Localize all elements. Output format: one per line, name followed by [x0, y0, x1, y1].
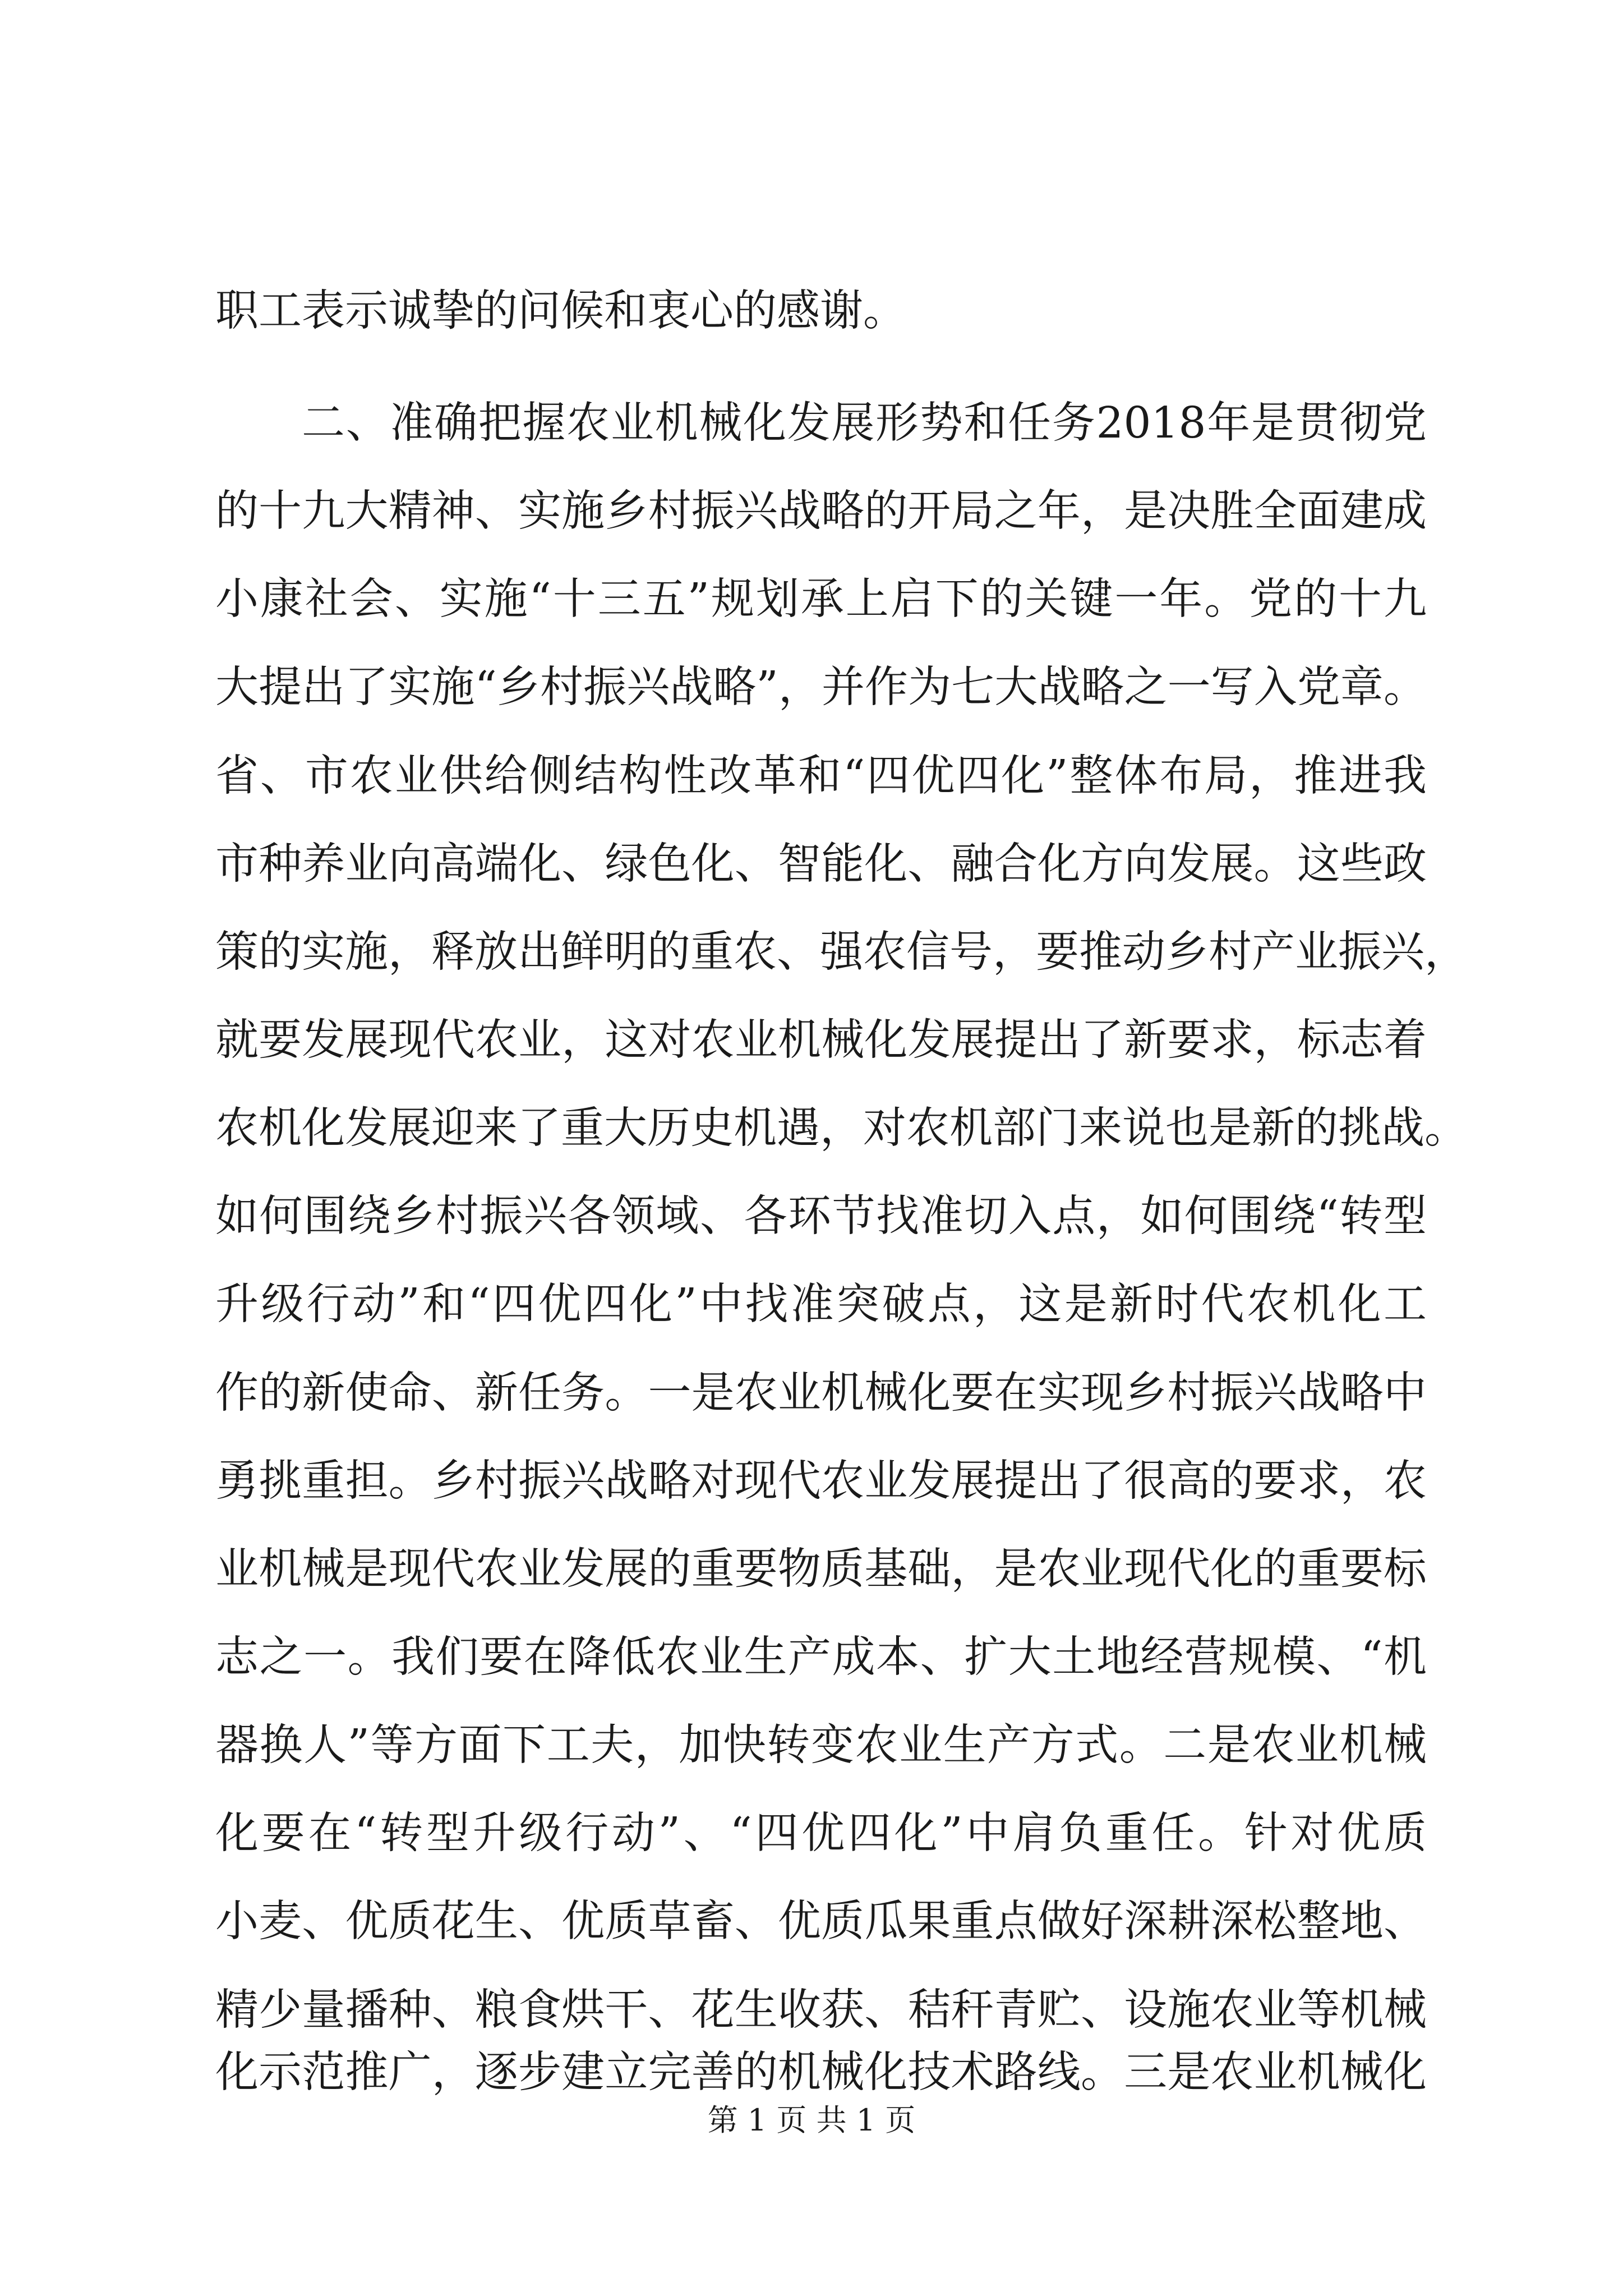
text-line: 小康社会、实施“十三五”规划承上启下的关键一年。党的十九 [215, 574, 1427, 624]
text-line: 作的新使命、新任务。一是农业机械化要在实现乡村振兴战略中 [215, 1368, 1427, 1418]
text-line: 业机械是现代农业发展的重要物质基础，是农业现代化的重要标 [215, 1544, 1427, 1594]
text-line: 小麦、优质花生、优质草畜、优质瓜果重点做好深耕深松整地、 [215, 1897, 1427, 1947]
text-line: 省、市农业供给侧结构性改革和“四优四化”整体布局，推进我 [215, 751, 1427, 801]
text-line: 市种养业向高端化、绿色化、智能化、融合化方向发展。这些政 [215, 839, 1427, 889]
text-line: 化示范推广，逐步建立完善的机械化技术路线。三是农业机械化 [215, 2047, 1427, 2097]
text-line: 器换人”等方面下工夫，加快转变农业生产方式。二是农业机械 [215, 1720, 1427, 1770]
text-line: 精少量播种、粮食烘干、花生收获、秸秆青贮、设施农业等机械 [215, 1985, 1427, 2035]
text-line: 如何围绕乡村振兴各领域、各环节找准切入点，如何围绕“转型 [215, 1191, 1427, 1241]
text-line: 勇挑重担。乡村振兴战略对现代农业发展提出了很高的要求，农 [215, 1456, 1427, 1506]
page-footer [0, 2098, 1623, 2143]
text-line: 升级行动”和“四优四化”中找准突破点，这是新时代农机化工 [215, 1280, 1427, 1329]
text-line: 志之一。我们要在降低农业生产成本、扩大土地经营规模、“机 [215, 1632, 1427, 1682]
text-line: 职工表示诚挚的问候和衷心的感谢。 [215, 286, 906, 336]
text-line: 策的实施，释放出鲜明的重农、强农信号，要推动乡村产业振兴， [215, 927, 1468, 977]
text-line: 农机化发展迎来了重大历史机遇，对农机部门来说也是新的挑战。 [215, 1103, 1468, 1153]
text-line: 的十九大精神、实施乡村振兴战略的开局之年，是决胜全面建成 [215, 486, 1427, 536]
text-line: 化要在“转型升级行动”、“四优四化”中肩负重任。针对优质 [215, 1809, 1427, 1858]
text-line: 二、准确把握农业机械化发展形势和任务2018年是贯彻党 [302, 398, 1427, 448]
page-number: 第 1 页 共 1 页 [707, 2102, 916, 2138]
text-line: 大提出了实施“乡村振兴战略”，并作为七大战略之一写入党章。 [215, 662, 1427, 712]
text-line: 就要发展现代农业，这对农业机械化发展提出了新要求，标志着 [215, 1015, 1427, 1065]
